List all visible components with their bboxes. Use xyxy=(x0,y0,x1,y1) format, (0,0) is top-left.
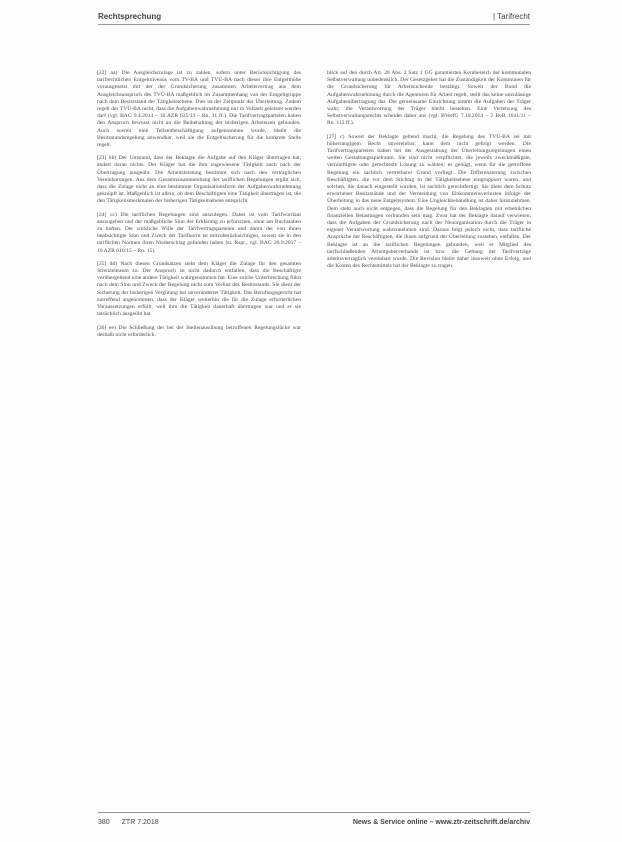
page-header xyxy=(98,8,530,24)
right-text-column xyxy=(327,70,531,276)
footer-promo-link[interactable]: News & Service online – www.ztr-zeitschrift.de/archiv xyxy=(352,818,530,826)
page-footer xyxy=(98,816,530,828)
paragraph: [23] bb) Der Umstand, dass der Beklagte die Aufgabe auf den Kläger übertragen hat, ändert daran nichts. Der Kläger hat die ihm zugewiesene Tätigkeit auch nach der Übertragung ausgeübt. Die Arbeitsleistung bestimmt sich nach den vertraglichen Vereinbarungen. Aus dem Gesamtzusammenhang der tariflichen Regelungen ergibt sich, dass die Zulage nicht an eine bestimmte Organisationsform der Aufgabenwahrnehmung geknüpft ist. Maßgeblich ist allein, ob dem Beschäftigten eine Tätigkeit übertragen ist, die den Tätigkeitsmerkmalen der bisherigen Tätigkeitsebene entspricht. xyxy=(97,155,301,205)
section-title: Rechtsprechung xyxy=(98,11,162,21)
paragraph: [25] dd) Nach diesen Grundsätzen steht dem Kläger die Zulage für den gesamten Streitzeitraum zu. Der Anspruch ist nicht dadurch entfallen, dass die Beschäftigte vorübergehend eine andere Tätigkeit wahrgenommen hat. Eine solche Unterbrechung führt nach dem Sinn und Zweck der Regelung nicht zum Verlust des Besitzstands. Sie dient der Sicherung der bisherigen Vergütung bei unveränderter Tätigkeit. Das Berufungsgericht hat zutreffend angenommen, dass der Kläger weiterhin die für die Zulage erforderlichen Voraussetzungen erfüllt, weil ihm die Tätigkeit dauerhaft übertragen war und er sie tatsächlich ausgeübt hat. xyxy=(97,260,301,318)
paragraph: [22] aa) Die Ausgleichszulage ist zu zahlen, sofern unter Berücksichtigung des tarifrechtlichen Entgeltniveaus vom TV-BA und TVÜ-BA nach dieser ihre Entgelthöhe vorausgesetzt mit der der Grundsicherung zusammen Arbeitsvertrag aus dem Ausgleichsanspruch des TVÜ-BA maßgeblich im Zusammenhang von der Entgeltgruppe nach dem Besitzstand der Tätigkeitsebene. Dies ist der Zeitpunkt der Überleitung. Zudem regelt der TVÜ-BA nicht, dass die Aufgabenwahrnehmung nur in Vollzeit geleistet werden darf (vgl. BAG 9.4.2014 – 10 AZR 635/13 – Rn. 31 ff.). Die Tarifvertragsparteien haben den Anspruch bewusst nicht an die Beibehaltung der bisherigen Arbeitszeit gebunden. Auch soweit eine Teilzeitbeschäftigung aufgenommen wurde, bleibt die Besitzstandsregelung anwendbar, weil sie die Entgeltsicherung für die konkrete Stelle regelt. xyxy=(97,70,301,149)
paragraph: [24] cc) Die tariflichen Regelungen sind auszulegen. Dabei ist vom Tarifwortlaut auszugehen und der maßgebliche Sinn der Erklärung zu erforschen, ohne am Buchstaben zu haften. Der wirkliche Wille der Tarifvertragsparteien und damit der von ihnen beabsichtigte Sinn und Zweck der Tarifnorm ist mitzuberücksichtigen, soweit sie in den tariflichen Normen ihren Niederschlag gefunden haben (st. Rspr., vgl. BAG 20.9.2017 – 10 AZR 610/15 – Rn. 15). xyxy=(97,211,301,254)
header-divider xyxy=(98,24,530,25)
paragraph: [26] ee) Die Schließung der bei der Stellenausübung betroffenen Regelungslücke war deshalb nicht erforderlich. xyxy=(97,324,301,338)
journal-issue: ZTR 7.2018 xyxy=(121,818,159,826)
left-text-column xyxy=(97,70,301,345)
paragraph: [27] c) Soweit der Beklagte geltend macht, die Regelung des TVÜ-BA sei mit höherrangigem Recht unvereinbar, kann dem nicht gefolgt werden. Die Tarifvertragsparteien haben bei der Ausgestaltung der Überleitungsregelungen einen weiten Gestaltungsspielraum. Sie sind nicht verpflichtet, die jeweils zweckmäßigste, vernünftigste oder gerechteste Lösung zu wählen; es genügt, wenn für die getroffene Regelung ein sachlich vertretbarer Grund vorliegt. Die Differenzierung zwischen Beschäftigten, die vor dem Stichtag in der Tätigkeitsebene eingruppiert waren, und solchen, die danach eingestellt wurden, ist sachlich gerechtfertigt. Sie dient dem Schutz erworbener Besitzstände und der Vermeidung von Einkommensverlusten infolge der Überleitung in das neue Entgeltsystem. Eine Ungleichbehandlung ist daher hinzunehmen. Dem steht auch nicht entgegen, dass die Regelung für den Beklagten mit erheblichen finanziellen Belastungen verbunden sein mag. Zwar hat der Beklagte darauf verwiesen, dass die Aufgaben der Grundsicherung nach der Neuorganisation durch die Träger in eigener Verantwortung wahrzunehmen sind. Daraus folgt jedoch nicht, dass tarifliche Ansprüche der Beschäftigten, die ihnen aufgrund der Überleitung zustehen, entfallen. Der Beklagte ist an die tariflichen Regelungen gebunden, weil er Mitglied des tarifschließenden Arbeitgeberverbands ist bzw. die Geltung der Tarifverträge arbeitsvertraglich vereinbart wurde. Die Revision bleibt daher insoweit ohne Erfolg, und die Kosten des Rechtsmittels hat der Beklagte zu tragen. xyxy=(327,133,531,270)
section-category: | Tarifrecht xyxy=(492,11,530,21)
page-number: 380 xyxy=(98,818,110,826)
footer-left xyxy=(98,819,169,826)
footer-divider xyxy=(98,812,530,813)
paragraph: blick auf den durch Art. 28 Abs. 2 Satz 1 GG garantierten Kernbereich der kommunalen Selbstverwaltung unbedenklich. Der Gesetzgeber hat die Zuständigkeit der Kommunen für die Grundsicherung für Arbeitsuchende bestätigt. Soweit der Bund die Aufgabenwahrnehmung durch die Agenturen für Arbeit regelt, stellt das keine unzulässige Aufgabenübertragung dar. Die gemeinsame Einrichtung nimmt die Aufgaben der Träger wahr; die Verantwortung der Träger bleibt bestehen. Eine Verletzung des Selbstverwaltungsrechts scheidet daher aus (vgl. BVerfG 7.10.2014 – 2 BvR 1641/11 – Rn. 112 ff.). xyxy=(327,70,531,127)
